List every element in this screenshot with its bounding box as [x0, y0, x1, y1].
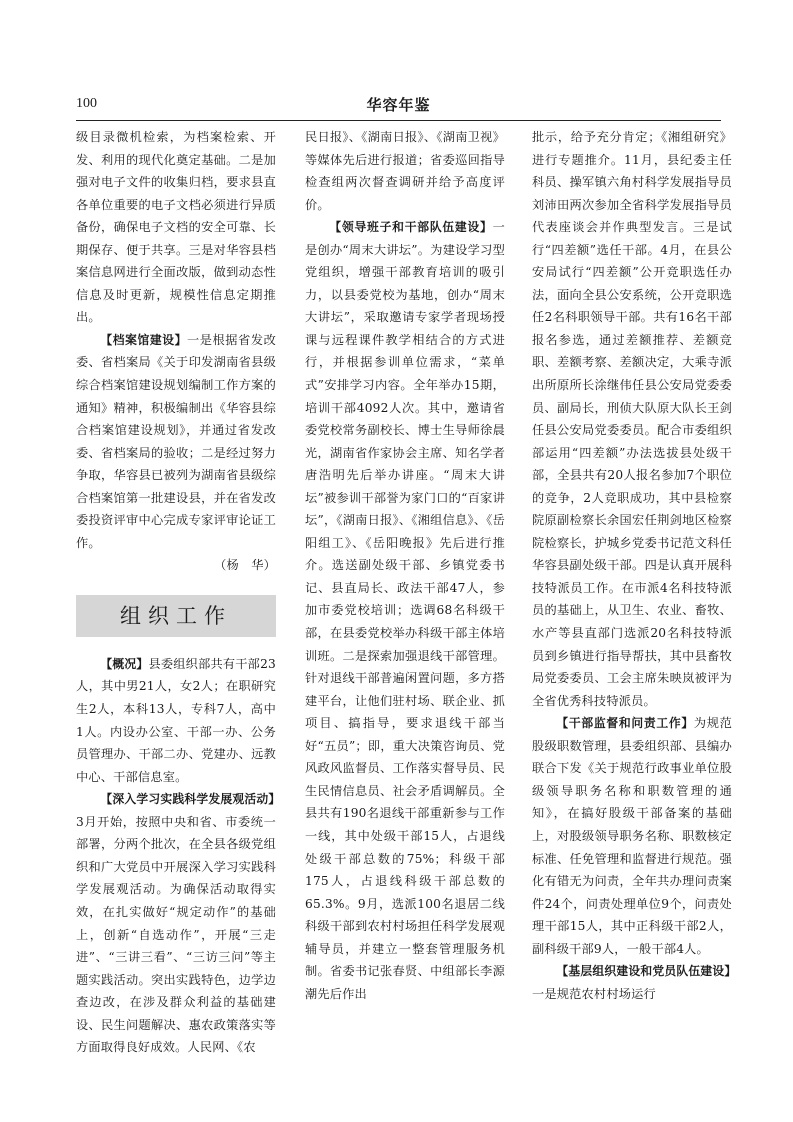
- section-heading-overview: 【概况】: [100, 656, 149, 671]
- section-heading-grassroots: 【基层组织建设和党员队伍建设】: [556, 964, 737, 979]
- section-title-box: 组织工作: [76, 595, 276, 637]
- archive-building-paragraph: [76, 329, 276, 554]
- column-right: [532, 126, 737, 1005]
- section-heading-leadership: 【领导班子和干部队伍建设】: [329, 220, 493, 235]
- page-header: [76, 96, 721, 120]
- section-heading-study-practice: 【深入学习实践科学发展观活动】: [100, 792, 281, 807]
- overview-paragraph: [76, 653, 276, 788]
- media-report-paragraph: 民日报》、《湖南日报》、《湖南卫视》等媒体先后进行报道；省委巡回指导检查组两次督查调研并给予高度评价。: [305, 130, 505, 212]
- book-title: 华容年鉴: [366, 96, 431, 114]
- column-left: [76, 126, 281, 1059]
- page-number: 100: [76, 96, 97, 111]
- leadership-text: 一是创办“周末大讲坛”。为建设学习型党组织，增强干部教育培训的吸引力，以县委党校为基地，创办“周末大讲坛”，采取邀请专家学者现场授课与远程课件教学相结合的方式进行，并根据参训单位需求，“菜单式”安排学习内容。全年举办15期，培训干部4092人次。其中，邀请省委党校常务副校长、博士生导师徐晨光，湖南省作家协会主席、知名学者唐浩明先后举办讲座。“周末大讲坛”被参训干部誉为家门口的“百家讲坛”，《湖南日报》、《湘组信息》、《岳阳组工》、《岳阳晚报》先后进行推介。选送副处级干部、乡镇党委书记、县直局长、政法干部47人，参加市委党校培训；选调68名科级干部，在县委党校举办科级干部主体培训班。二是探索加强退线干部管理。针对退线干部普遍闲置问题，多方搭建平台，让他们驻村场、联企业、抓项目、搞指导，要求退线干部当好“五员”；即，重大决策咨询员、党风政风监督员、工作落实督导员、民生民情信息员、社会矛盾调解员。全县共有190名退线干部重新参与工作一线，其中处级干部15人，占退线处级干部总数的75%；科级干部175人，占退线科级干部总数的65.3%。9月，选派100名退居二线科级干部到农村村场担任科学发展观辅导员，并建立一整套管理服务机制。省委书记张春贤、中组部长李源潮先后作出: [305, 220, 505, 1001]
- archive-info-paragraph: 级目录微机检索，为档案检索、开发、利用的现代化奠定基础。二是加强对电子文件的收集归档，要求县直各单位重要的电子文档必须进行异质备份，确保电子文档的安全可靠、长期保存、便于共享。三是对华容县档案信息网进行全面改版，做到动态性信息及时更新，规模性信息定期推出。: [76, 130, 276, 325]
- archive-building-text: 一是根据省发改委、省档案局《关于印发湖南省县级综合档案馆建设规划编制工作方案的通知》精神，积极编制出《华容县综合档案馆建设规划》，并通过省发改委、省档案局的验收；二是经过努力争取，华容县已被列为湖南省县级综合档案馆第一批建设县，并在省发改委投资评审中心完成专家评审论证工作。: [76, 332, 276, 550]
- column-middle: [305, 126, 505, 1005]
- overview-text: 县委组织部共有干部23人，其中男21人，女2人；在职研究生2人，本科13人，专科7人，高中1人。内设办公室、干部一办、公务员管理办、干部二办、党建办、远教中心、干部信息室。: [76, 656, 276, 784]
- grassroots-paragraph: [532, 960, 737, 1005]
- supervision-paragraph: [532, 712, 732, 960]
- header-rule: [76, 120, 721, 121]
- section-heading-archive-building: 【档案馆建设】: [100, 332, 188, 347]
- author-credit: （杨 华）: [214, 558, 276, 573]
- selection-paragraph: 批示，给予充分肯定；《湘组研究》进行专题推介。11月，县纪委主任科员、操军镇六角村科学发展指导员刘沛田两次参加全省科学发展指导员代表座谈会并作典型发言。三是试行“四差额”选任干部。4月，在县公安局试行“四差额”公开竞职选任办法，面向全县公安系统，公开竞职选任2名科职领导干部。共有16名干部报名参选，通过差额推荐、差额竞职、差额考察、差额决定，大乘寺派出所原所长涂继伟任县公安局党委委员、副局长，刑侦大队原大队长王剑任县公安局党委委员。配合市委组织部运用“四差额”办法选拔县处级干部，全县共有20人报名参加7个职位的竞争，2人竞职成功，其中县检察院原副检察长余国宏任荆剑地区检察院检察长，护城乡党委书记范文科任华容县副处级干部。四是认真开展科技特派员工作。在市派4名科技特派员的基础上，从卫生、农业、畜牧、水产等县直部门选派20名科技特派员到乡镇进行指导帮扶，其中县畜牧局党委委员、工会主席朱映岚被评为全省优秀科技特派员。: [532, 130, 732, 708]
- leadership-building-paragraph: [305, 216, 505, 1005]
- section-heading-supervision: 【干部监督和问责工作】: [556, 716, 694, 731]
- grassroots-text: 一是规范农村村场运行: [532, 986, 656, 1001]
- study-practice-paragraph: [76, 788, 281, 1059]
- supervision-text: 为规范股级职数管理，县委组织部、县编办联合下发《关于规范行政事业单位股级领导职务名称和职数管理的通知》，在搞好股级干部备案的基础上，对股级领导职务名称、职数核定标准、任免管理和监督进行规范。强化有错无为问责，全年共办理问责案件24个，问责处理单位9个，问责处理干部15人，其中正科级干部2人，副科级干部9人，一般干部4人。: [532, 716, 733, 956]
- study-practice-text: 3月开始，按照中央和省、市委统一部署，分两个批次，在全县各级党组织和广大党员中开展深入学习实践科学发展观活动。为确保活动取得实效，在扎实做好“规定动作”的基础上，创新“自选动作”，开展“三走进”、“三讲三看”、“三访三问”等主题实践活动。突出实践特色，边学边查边改，在涉及群众利益的基础建设、民生问题解决、惠农政策落实等方面取得良好成效。人民网、《农: [76, 814, 276, 1055]
